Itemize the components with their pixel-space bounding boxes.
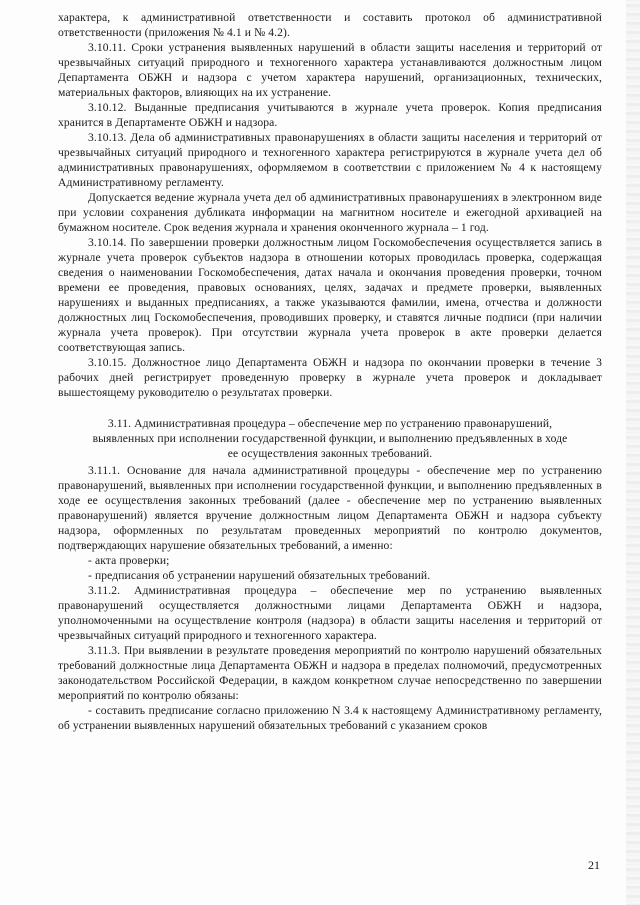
paragraph-continuation: характера, к административной ответственности и составить протокол об административной ответственности (приложения № 4.1 и № 4.2). (58, 11, 602, 39)
paragraph-3-10-11: 3.10.11. Сроки устранения выявленных нарушений в области защиты населения и территорий от чрезвычайных ситуаций природного и техногенного характера устанавливаются должностным лицом Департамента ОБЖН и надзора с учетом характера нарушений, организационных, технических, материальных факторов, влияющих на их устранение. (58, 41, 602, 99)
paragraph-3-10-12: 3.10.12. Выданные предписания учитываются в журнале учета проверок. Копия предписания хранится в Департаменте ОБЖН и надзора. (58, 101, 602, 129)
paragraph-3-11-1: 3.11.1. Основание для начала административной процедуры - обеспечение мер по устранению правонарушений, выявленных при исполнении государственной функции, и выполнению предъявленных в ходе ее осуществления законных требований (далее - обеспечение мер по устранению выявленных правонарушений) является вручение должностным лицом Департамента ОБЖН и надзора субъекту надзора, оформленных по результатам проведенных мероприятий по контролю документов, подтверждающих нарушение обязательных требований, а именно: (58, 464, 602, 552)
scan-edge-shadow (626, 0, 640, 905)
paragraph-3-10-14: 3.10.14. По завершении проверки должностным лицом Госкомобеспечения осуществляется запись в журнале учета проверок субъектов надзора в отношении которых проводилась проверка, содержащая сведения о наименовании Госкомобеспечения, датах начала и окончания проведения проверки, точном времени ее проведения, правовых основаниях, целях, задачах и предмете проверки, выявленных нарушениях и выданных предписаниях, а также указываются фамилии, имена, отчества и должности должностных лиц Госкомобеспечения, проводивших проверку, и ставятся личные подписи (при наличии журнала учета проверок). При отсутствии журнала учета проверок в акте проверки делается соответствующая запись. (58, 236, 602, 354)
page-body (58, 10, 602, 733)
list-item-inspection-act: - акта проверки; (88, 554, 170, 567)
paragraph-3-11-3: 3.11.3. При выявлении в результате проведения мероприятий по контролю нарушений обязательных требований должностные лица Департамента ОБЖН и надзора в пределах полномочий, предусмотренных законодательством Российской Федерации, в каждом конкретном случае непосредственно по завершении мероприятий по контролю обязаны: (58, 644, 602, 702)
paragraph-3-10-13: 3.10.13. Дела об административных правонарушениях в области защиты населения и территорий от чрезвычайных ситуаций природного и техногенного характера регистрируются в журнале учета дел об административных правонарушениях, оформляемом в соответствии с приложением № 4 к настоящему Административному регламенту. (58, 131, 602, 189)
page-number: 21 (588, 858, 600, 872)
paragraph-3-11-2: 3.11.2. Административная процедура – обеспечение мер по устранению выявленных правонарушений осуществляется должностными лицами Департамента ОБЖН и надзора, уполномоченными на осуществление контроля (надзора) в области защиты населения и территорий от чрезвычайных ситуаций природного и техногенного характера. (58, 584, 602, 642)
paragraph-3-10-15: 3.10.15. Должностное лицо Департамента ОБЖН и надзора по окончании проверки в течение 3 рабочих дней регистрирует проведенную проверку в журнале учета проверок и докладывает вышестоящему руководителю о результатах проверки. (58, 356, 602, 399)
list-item-prescription: - предписания об устранении нарушений обязательных требований. (88, 569, 431, 582)
section-heading-3-11: 3.11. Административная процедура – обеспечение мер по устранению правонарушений, выявленных при исполнении государственной функции, и выполнению предъявленных в ходе ее осуществления законных требований. (92, 417, 568, 460)
list-item-compose-prescription: - составить предписание согласно приложению N 3.4 к настоящему Административному регламенту, об устранении выявленных нарушений обязательных требований с указанием сроков (58, 704, 602, 732)
paragraph-electronic-journal: Допускается ведение журнала учета дел об административных правонарушениях в электронном виде при условии сохранения дубликата информации на магнитном носителе и ежегодной архивацией на бумажном носителе. Срок ведения журнала и хранения оконченного журнала – 1 год. (58, 191, 602, 234)
